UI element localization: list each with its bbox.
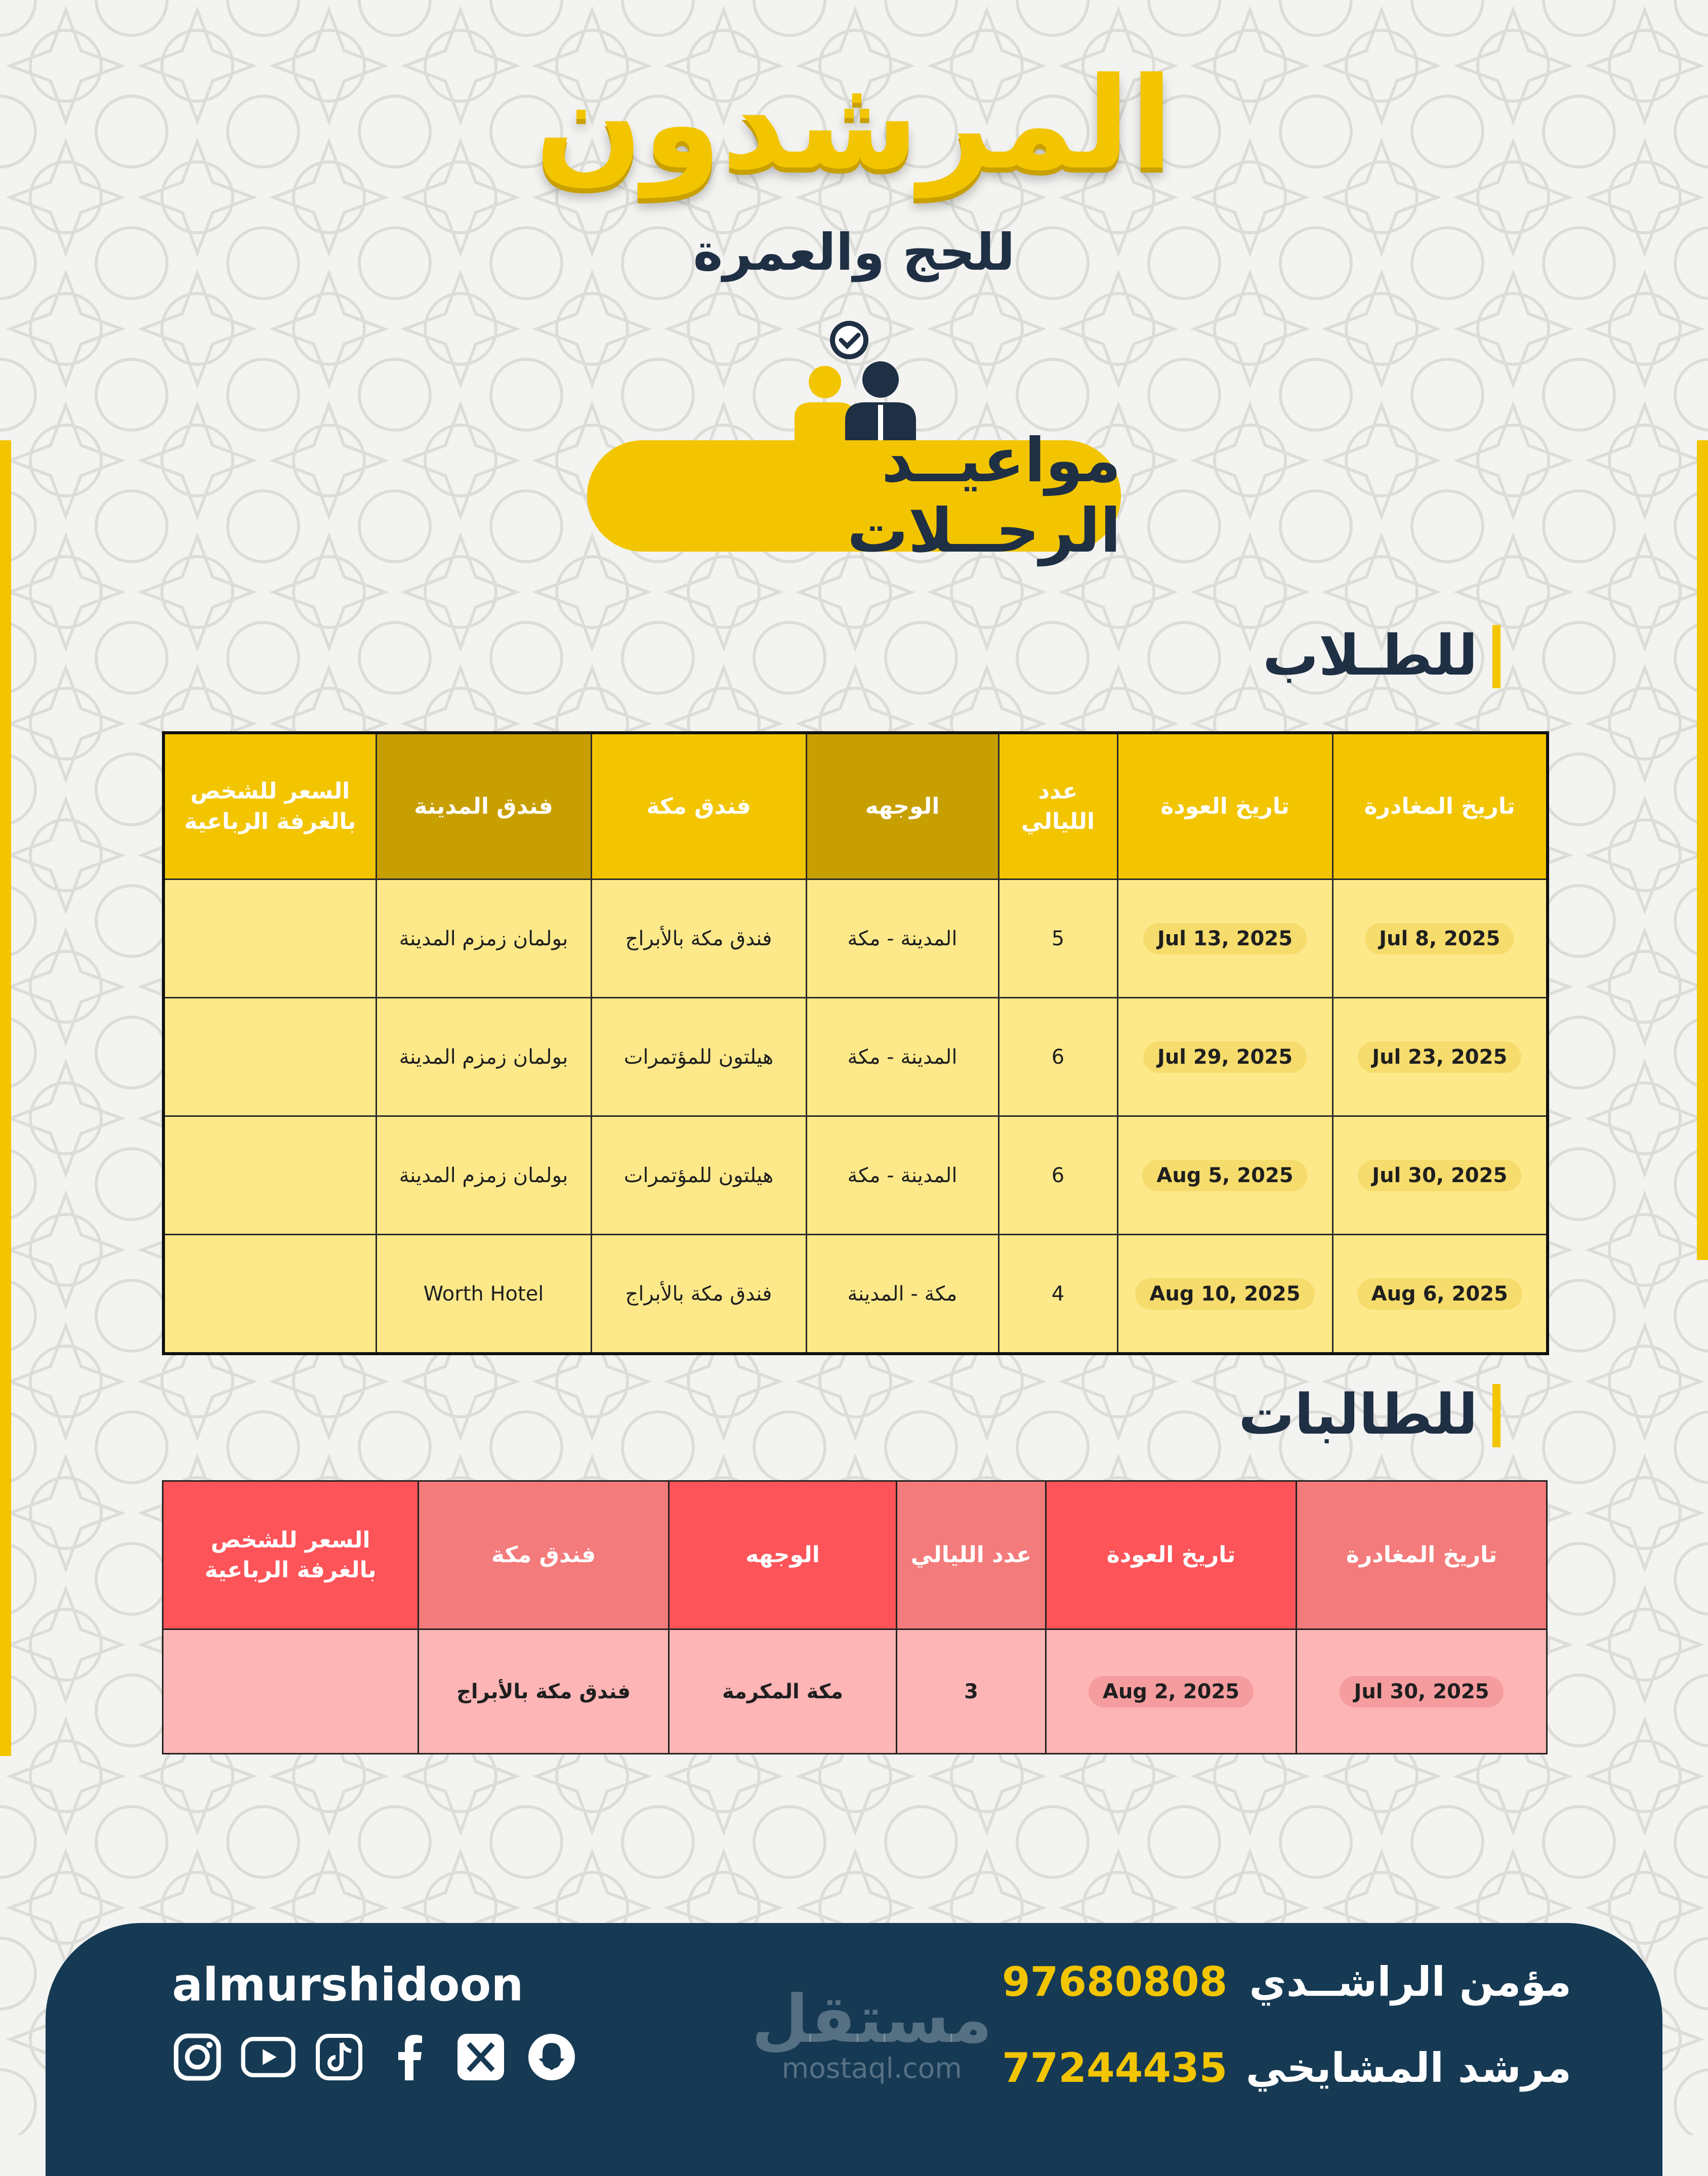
- header-price: السعر للشخص بالغرفة الرباعية: [163, 1481, 419, 1629]
- return-cell: [1117, 1116, 1332, 1235]
- header-return: تاريخ العودة: [1117, 733, 1332, 880]
- depart-cell: [1332, 1235, 1548, 1354]
- header-makkah-hotel: فندق مكة: [419, 1481, 669, 1629]
- facebook-icon[interactable]: [382, 2029, 438, 2085]
- makkah-hotel-cell: فندق مكة بالأبراج: [591, 880, 806, 998]
- header-return: تاريخ العودة: [1046, 1481, 1297, 1629]
- table-header-row: [163, 1481, 1547, 1629]
- depart-cell: [1332, 1116, 1548, 1235]
- madinah-hotel-cell: بولمان زمزم المدينة: [376, 880, 591, 998]
- price-cell: [163, 1235, 376, 1354]
- schedule-banner-title: مواعيــد الرحــلات: [847, 426, 1121, 566]
- social-icons-row: [170, 2029, 579, 2085]
- youtube-icon[interactable]: [240, 2029, 296, 2085]
- makkah-hotel-cell: فندق مكة بالأبراج: [591, 1235, 806, 1354]
- depart-date: Jul 30, 2025: [1358, 1160, 1521, 1191]
- header-price: السعر للشخص بالغرفة الرباعية: [163, 733, 376, 880]
- price-cell: [163, 998, 376, 1116]
- brand-title: المرشدون: [534, 50, 1174, 197]
- header-depart: تاريخ المغادرة: [1332, 733, 1548, 880]
- makkah-hotel-cell: هيلتون للمؤتمرات: [591, 998, 806, 1116]
- girls-section-heading: للطالبات: [1238, 1387, 1501, 1442]
- left-accent-bar: [0, 440, 11, 1756]
- depart-date: Jul 8, 2025: [1365, 923, 1514, 954]
- contact-phone[interactable]: 97680808: [1002, 1958, 1228, 2005]
- destination-cell: المدينة - مكة: [806, 880, 998, 998]
- contact-name: مؤمن الراشــدي: [1249, 1958, 1571, 2005]
- table-row: [163, 1116, 1548, 1235]
- nights-cell: 6: [998, 1116, 1117, 1235]
- table-header-row: [163, 733, 1548, 880]
- table-row: [163, 880, 1548, 998]
- header-makkah-hotel: فندق مكة: [591, 733, 806, 880]
- return-date: Jul 13, 2025: [1143, 923, 1307, 954]
- depart-cell: [1332, 998, 1548, 1116]
- madinah-hotel-cell: Worth Hotel: [376, 1235, 591, 1354]
- destination-cell: مكة المكرمة: [669, 1629, 897, 1754]
- brand-subtitle: للحج والعمرة: [693, 223, 1015, 282]
- return-cell: [1117, 998, 1332, 1116]
- nights-cell: 3: [897, 1629, 1046, 1754]
- madinah-hotel-cell: بولمان زمزم المدينة: [376, 1116, 591, 1235]
- destination-cell: المدينة - مكة: [806, 1116, 998, 1235]
- instagram-icon[interactable]: [170, 2029, 225, 2085]
- nights-cell: 6: [998, 998, 1117, 1116]
- table-row: [163, 998, 1548, 1116]
- header-nights: عدد الليالي: [998, 733, 1117, 880]
- destination-cell: المدينة - مكة: [806, 998, 998, 1116]
- header-madinah-hotel: فندق المدينة: [376, 733, 591, 880]
- depart-date: Jul 30, 2025: [1340, 1676, 1503, 1707]
- depart-cell: [1332, 880, 1548, 998]
- header-depart: تاريخ المغادرة: [1297, 1481, 1547, 1629]
- return-cell: [1117, 1235, 1332, 1354]
- return-date: Aug 2, 2025: [1089, 1676, 1254, 1707]
- boys-schedule-table: [162, 731, 1549, 1355]
- header-destination: الوجهه: [806, 733, 998, 880]
- price-cell: [163, 880, 376, 998]
- snapchat-icon[interactable]: [524, 2029, 579, 2085]
- return-cell: [1117, 880, 1332, 998]
- girls-schedule-table: [162, 1480, 1548, 1754]
- tiktok-icon[interactable]: [311, 2029, 367, 2085]
- contact-phone[interactable]: 77244435: [1002, 2044, 1228, 2091]
- x-icon[interactable]: [453, 2029, 509, 2085]
- price-cell: [163, 1116, 376, 1235]
- depart-date: Aug 6, 2025: [1357, 1278, 1522, 1310]
- makkah-hotel-cell: فندق مكة بالأبراج: [419, 1629, 669, 1754]
- schedule-banner: [587, 426, 1121, 566]
- price-cell: [163, 1629, 419, 1754]
- header-destination: الوجهه: [669, 1481, 897, 1629]
- right-accent-bar: [1697, 440, 1708, 1260]
- depart-cell: [1297, 1629, 1547, 1754]
- watermark-arabic: مستقل: [752, 1981, 992, 2058]
- depart-date: Jul 23, 2025: [1358, 1041, 1521, 1073]
- return-date: Aug 5, 2025: [1142, 1160, 1307, 1191]
- header-nights: عدد الليالي: [897, 1481, 1046, 1629]
- table-row: [163, 1629, 1547, 1754]
- destination-cell: مكة - المدينة: [806, 1235, 998, 1354]
- boys-section-heading: للطـلاب: [1263, 627, 1501, 683]
- return-date: Aug 10, 2025: [1135, 1278, 1314, 1310]
- social-handle[interactable]: almurshidoon: [172, 1958, 524, 2012]
- makkah-hotel-cell: هيلتون للمؤتمرات: [591, 1116, 806, 1235]
- madinah-hotel-cell: بولمان زمزم المدينة: [376, 998, 591, 1116]
- watermark-url: mostaql.com: [781, 2052, 962, 2084]
- nights-cell: 4: [998, 1235, 1117, 1354]
- mostaql-watermark: [752, 1981, 992, 2084]
- return-date: Jul 29, 2025: [1143, 1041, 1307, 1073]
- nights-cell: 5: [998, 880, 1117, 998]
- return-cell: [1046, 1629, 1297, 1754]
- table-row: [163, 1235, 1548, 1354]
- contact-name: مرشد المشايخي: [1245, 2044, 1571, 2091]
